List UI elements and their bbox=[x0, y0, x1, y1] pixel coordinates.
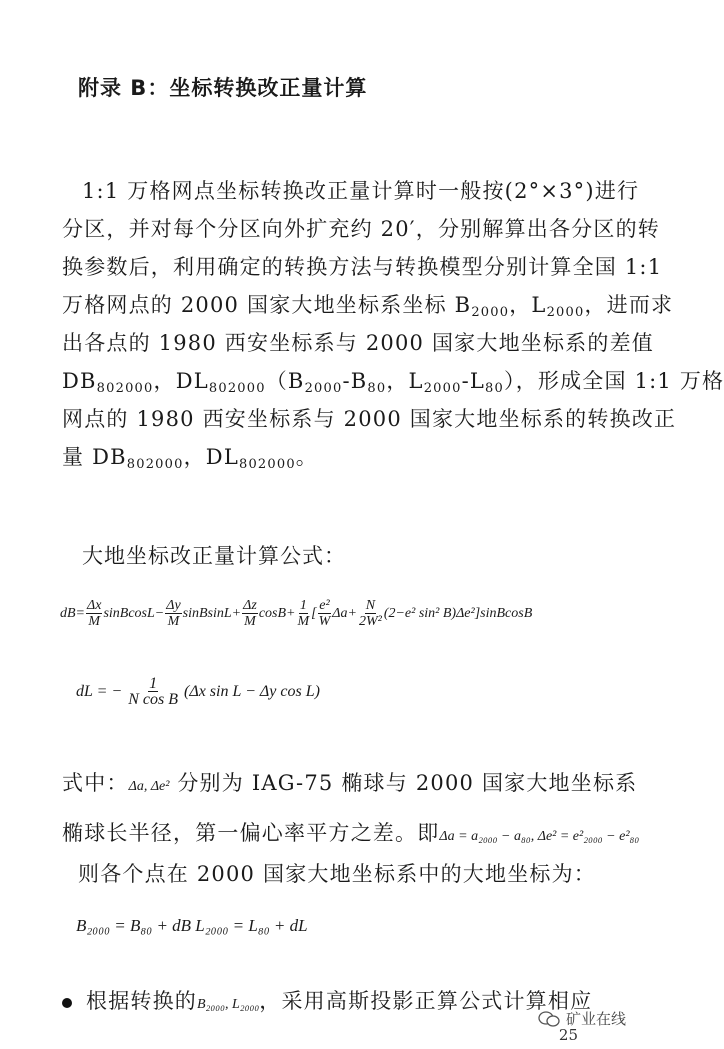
paragraph-line: 出各点的 1980 西安坐标系与 2000 国家大地坐标系的差值 bbox=[62, 331, 654, 355]
formula-dL: dL = − $\frac{1}{\text{N cos B}}$ (Δx sin L − Δy cos L) bbox=[76, 675, 320, 708]
paragraph-line: 式中：Δa, Δe² 分别为 IAG-75 椭球与 2000 国家大地坐标系 bbox=[62, 771, 638, 795]
paragraph-line: 换参数后，利用确定的转换方法与转换模型分别计算全国 1:1 bbox=[62, 255, 663, 279]
paragraph-line: 椭球长半径，第一偏心率平方之差。即Δa = a₂₀₀₀ − a₈₀, Δe² = e²₂₀₀₀ − e²₈₀ bbox=[62, 821, 640, 845]
paragraph-line: 网点的 1980 西安坐标系与 2000 国家大地坐标系的转换改正 bbox=[62, 407, 677, 431]
bullet-paragraph: 根据转换的B₂₀₀₀, L₂₀₀₀，采用高斯投影正算公式计算相应 bbox=[62, 985, 592, 1015]
paragraph-line: 1:1 万格网点坐标转换改正量计算时一般按(2°×3°)进行 bbox=[82, 179, 640, 203]
paragraph-coordinates: 则各个点在 2000 国家大地坐标系中的大地坐标为： bbox=[78, 862, 596, 886]
appendix-heading: 附录 B：坐标转换改正量计算 bbox=[78, 76, 368, 100]
paragraph-definitions bbox=[62, 760, 640, 860]
page-number: 25 bbox=[558, 1026, 578, 1044]
formula-intro: 大地坐标改正量计算公式： bbox=[82, 544, 346, 568]
bullet-icon bbox=[62, 998, 72, 1008]
paragraph-line: 分区，并对每个分区向外扩充约 20′，分别解算出各分区的转 bbox=[62, 217, 660, 241]
formula-dB: dB= $\frac{\Delta x}{M}$ sinBcosL− $\frac{\Delta y}{M}$ sinBsinL+ $\frac{\Delta z}{M}$ cosB+ $\frac{1}{M}$ [ $\frac{\text{e²}}{W}$ Δa+ $\frac{N}{\text{2W²}}$ (2−e² sin² B)Δe²]sinBcosB bbox=[60, 598, 533, 629]
paragraph-line: $DB_{802000}$，$DL_{802000}(B_{2000}-B_{80}$，$L_{2000}-L_{80}$），形成全国 1:1 万格 bbox=[62, 369, 724, 396]
paragraph-line: 量 $DB_{802000}$，$DL_{802000}$。 bbox=[62, 445, 318, 472]
formula-coordinates: B₂₀₀₀ = B₈₀ + dB L₂₀₀₀ = L₈₀ + dL bbox=[76, 916, 308, 935]
wechat-icon bbox=[538, 1011, 560, 1027]
paragraph-partition bbox=[62, 172, 724, 476]
watermark: 矿业在线 bbox=[538, 1008, 626, 1029]
paragraph-line: 万格网点的 2000 国家大地坐标系坐标 $B_{2000}$，$L_{2000}$，进而求 bbox=[62, 293, 674, 320]
